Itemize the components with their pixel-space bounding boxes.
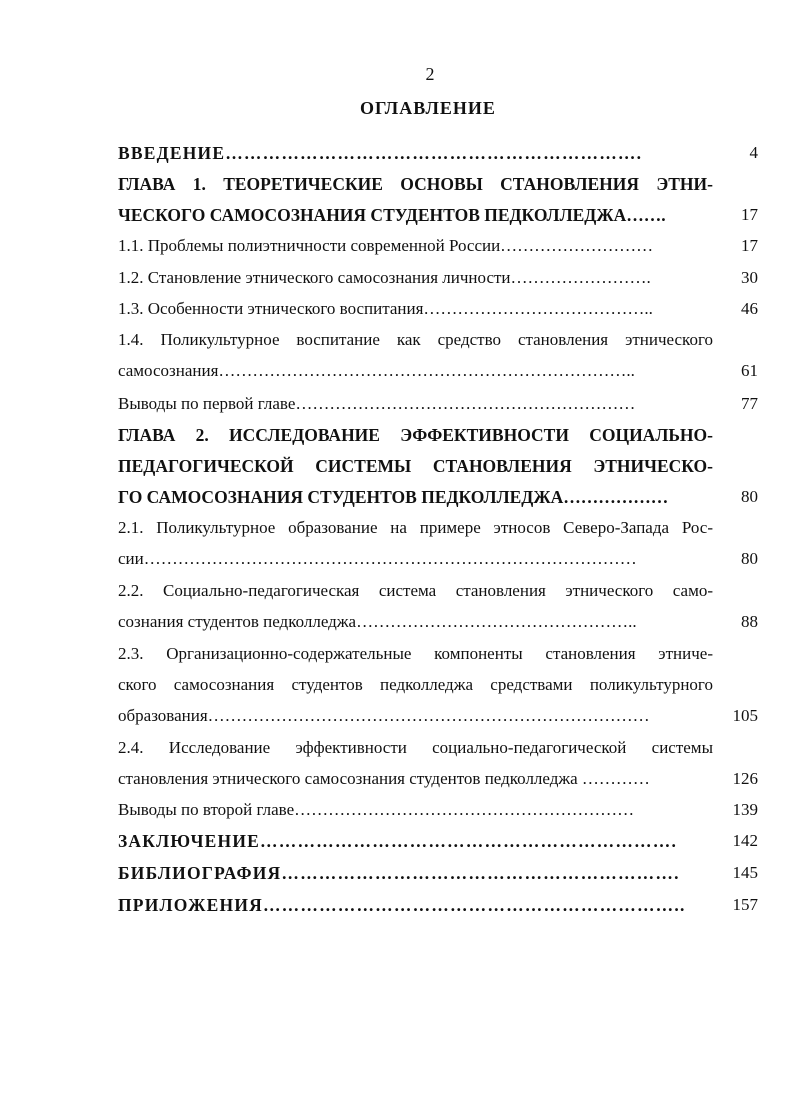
toc-entry-bibliography-page: 145 <box>732 863 758 882</box>
toc-entry-ch2-line3[interactable] <box>118 486 713 508</box>
toc-entry-2-3-line1[interactable]: 2.3. Организационно-содержательные компоненты становления этниче- <box>118 644 713 663</box>
toc-entry-bibliography-text: БИБЛИОГРАФИЯ………………………………………………………. <box>118 863 680 883</box>
toc-entry-conclusions-1-page: 77 <box>741 394 758 413</box>
toc-entry-2-3-line2[interactable]: ского самосознания студентов педколледжа средствами поликультурного <box>118 675 713 694</box>
toc-entry-conclusion-text: ЗАКЛЮЧЕНИЕ…………………………………………………………. <box>118 831 678 851</box>
toc-entry-2-2-line2[interactable] <box>118 611 713 633</box>
page-title: ОГЛАВЛЕНИЕ <box>360 98 496 118</box>
toc-entry-conclusions-1[interactable] <box>118 393 713 415</box>
toc-entry-1-2-page: 30 <box>741 268 758 287</box>
toc-entry-1-3-page: 46 <box>741 299 758 318</box>
toc-entry-2-4-line2-text: становления этнического самосознания студентов педколледжа ………… <box>118 769 650 788</box>
toc-entry-1-4-line1[interactable]: 1.4. Поликультурное воспитание как средство становления этнического <box>118 330 713 349</box>
toc-entry-conclusions-2-text: Выводы по второй главе…………………………………………………… <box>118 800 635 819</box>
toc-entry-1-2[interactable] <box>118 267 713 289</box>
toc-entry-ch1-page: 17 <box>741 205 758 224</box>
toc-entry-1-3[interactable] <box>118 298 713 320</box>
toc-entry-appendix-text: ПРИЛОЖЕНИЯ………………………………………………………….. <box>118 895 686 915</box>
toc-entry-2-3-line3[interactable] <box>118 705 713 727</box>
toc-entry-2-4-line1[interactable]: 2.4. Исследование эффективности социально-педагогической системы <box>118 738 713 757</box>
toc-entry-1-1[interactable] <box>118 235 713 257</box>
toc-entry-ch2-line2[interactable]: ПЕДАГОГИЧЕСКОЙ СИСТЕМЫ СТАНОВЛЕНИЯ ЭТНИЧЕСКО- <box>118 456 713 476</box>
toc-entry-conclusions-1-text: Выводы по первой главе…………………………………………………… <box>118 394 636 413</box>
toc-entry-conclusion[interactable] <box>118 830 713 852</box>
toc-entry-ch1-line2[interactable] <box>118 204 713 226</box>
toc-entry-2-2-page: 88 <box>741 612 758 631</box>
toc-entry-conclusions-2[interactable] <box>118 799 713 821</box>
toc-entry-ch2-page: 80 <box>741 487 758 506</box>
toc-entry-ch2-line3-text: ГО САМОСОЗНАНИЯ СТУДЕНТОВ ПЕДКОЛЛЕДЖА……………… <box>118 487 669 507</box>
toc-entry-ch1-line1[interactable]: ГЛАВА 1. ТЕОРЕТИЧЕСКИЕ ОСНОВЫ СТАНОВЛЕНИЯ ЭТНИ- <box>118 174 713 194</box>
toc-entry-conclusions-2-page: 139 <box>732 800 758 819</box>
toc-entry-appendix[interactable] <box>118 894 713 916</box>
toc-entry-1-1-text: 1.1. Проблемы полиэтничности современной России……………………… <box>118 236 654 255</box>
toc-entry-2-4-page: 126 <box>732 769 758 788</box>
toc-entry-intro[interactable] <box>118 142 713 164</box>
toc-entry-1-4-page: 61 <box>741 361 758 380</box>
toc-entry-2-1-line2-text: сии…………………………………………………………………………… <box>118 549 637 568</box>
toc-entry-2-1-line1[interactable]: 2.1. Поликультурное образование на примере этносов Северо-Запада Рос- <box>118 518 713 537</box>
toc-entry-2-2-line1[interactable]: 2.2. Социально-педагогическая система становления этнического само- <box>118 581 713 600</box>
toc-entry-2-1-page: 80 <box>741 549 758 568</box>
toc-entry-1-1-page: 17 <box>741 236 758 255</box>
toc-entry-2-2-line2-text: сознания студентов педколледжа………………………………………….. <box>118 612 637 631</box>
toc-entry-ch1-line2-text: ЧЕСКОГО САМОСОЗНАНИЯ СТУДЕНТОВ ПЕДКОЛЛЕДЖА……. <box>118 205 666 225</box>
toc-entry-1-4-line2-text: самосознания……………………………………………………………….. <box>118 361 635 380</box>
toc-entry-1-2-text: 1.2. Становление этнического самосознания личности……………………. <box>118 268 651 287</box>
toc-entry-conclusion-page: 142 <box>732 831 758 850</box>
toc-entry-1-4-line2[interactable] <box>118 360 713 382</box>
toc-entry-1-3-text: 1.3. Особенности этнического воспитания………………………………….. <box>118 299 653 318</box>
toc-entry-2-1-line2[interactable] <box>118 548 713 570</box>
toc-entry-appendix-page: 157 <box>732 895 758 914</box>
toc-entry-2-3-line3-text: образования…………………………………………………………………… <box>118 706 650 725</box>
toc-entry-2-3-page: 105 <box>732 706 758 725</box>
toc-entry-bibliography[interactable] <box>118 862 713 884</box>
toc-entry-2-4-line2[interactable] <box>118 768 713 790</box>
toc-entry-ch2-line1[interactable]: ГЛАВА 2. ИССЛЕДОВАНИЕ ЭФФЕКТИВНОСТИ СОЦИАЛЬНО- <box>118 425 713 445</box>
page-number: 2 <box>425 64 435 84</box>
toc-entry-intro-page: 4 <box>749 143 758 162</box>
toc-entry-intro-text: ВВЕДЕНИЕ…………………………………………………………. <box>118 143 643 163</box>
